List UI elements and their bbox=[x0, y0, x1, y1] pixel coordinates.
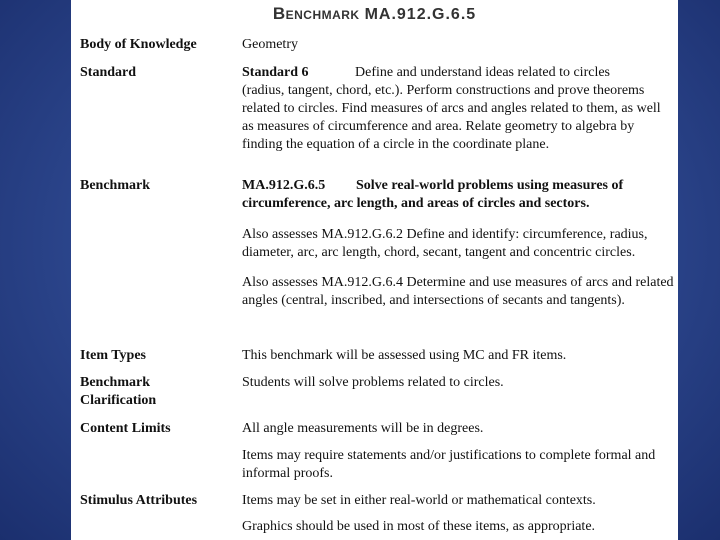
content-limit-2: Items may require statements and/or justifications to complete formal and informal proofs. bbox=[242, 448, 656, 481]
stimulus-attribute-1: Items may be set in either real-world or mathematical contexts. bbox=[242, 493, 596, 508]
benchmark-statement-rest: circumference, arc length, and areas of circles and sectors. bbox=[242, 196, 590, 211]
standard-number: Standard 6 bbox=[242, 65, 309, 80]
benchmark-code: MA.912.G.6.5 bbox=[242, 178, 326, 193]
stimulus-attribute-2: Graphics should be used in most of these items, as appropriate. bbox=[242, 519, 596, 534]
label-content-limits: Content Limits bbox=[80, 421, 171, 436]
title-prefix: Benchmark bbox=[272, 4, 360, 23]
value-body-of-knowledge: Geometry bbox=[242, 37, 298, 52]
label-stimulus-attributes: Stimulus Attributes bbox=[80, 493, 198, 508]
label-clarification-line2: Clarification bbox=[80, 393, 157, 408]
benchmark-also-assesses-2: Also assesses MA.912.G.6.4 Determine and use measures of arcs and related angles (central, inscribed, and intersections of secants and tangents). bbox=[242, 275, 674, 308]
value-item-types: This benchmark will be assessed using MC and FR items. bbox=[242, 348, 567, 363]
label-item-types: Item Types bbox=[80, 348, 146, 363]
value-standard bbox=[242, 64, 674, 154]
standard-line1: Define and understand ideas related to circles bbox=[355, 65, 611, 80]
page-title bbox=[71, 4, 678, 24]
value-benchmark-clarification: Students will solve problems related to circles. bbox=[242, 375, 504, 390]
title-code: MA.912.G.6.5 bbox=[364, 6, 477, 23]
content-limit-1: All angle measurements will be in degrees. bbox=[242, 421, 484, 436]
standard-description: (radius, tangent, chord, etc.). Perform constructions and prove theorems related to circles. Find measures of arcs and angles related to them, as well as measures of circumference and area. Relate geometry to algebra by finding the equation of a circle in the coordinate plane. bbox=[242, 83, 661, 152]
label-body-of-knowledge: Body of Knowledge bbox=[80, 37, 197, 52]
value-content-limits bbox=[242, 420, 674, 483]
benchmark-also-assesses-1: Also assesses MA.912.G.6.2 Define and identify: circumference, radius, diameter, arc, arc length, chord, secant, tangent and concentric circles. bbox=[242, 227, 648, 260]
label-clarification-line1: Benchmark bbox=[80, 375, 150, 390]
value-benchmark bbox=[242, 177, 674, 310]
label-standard: Standard bbox=[80, 65, 137, 80]
value-stimulus-attributes bbox=[242, 492, 674, 536]
label-benchmark-clarification bbox=[80, 374, 230, 410]
benchmark-document bbox=[71, 0, 678, 540]
benchmark-statement: Solve real-world problems using measures of bbox=[356, 178, 624, 193]
label-benchmark: Benchmark bbox=[80, 178, 150, 193]
